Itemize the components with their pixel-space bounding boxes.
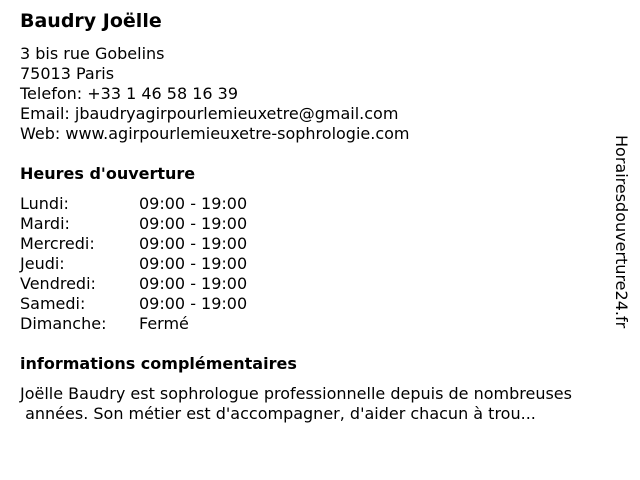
additional-info-heading: informations complémentaires — [20, 354, 297, 373]
day-hours: 09:00 - 19:00 — [139, 294, 248, 313]
address-block — [20, 44, 410, 144]
day-hours: 09:00 - 19:00 — [139, 194, 248, 213]
hours-row-vendredi — [20, 274, 300, 294]
day-label: Lundi: — [20, 194, 69, 213]
day-label: Samedi: — [20, 294, 86, 313]
day-hours: 09:00 - 19:00 — [139, 254, 248, 273]
site-watermark: Horairesdouverture24.fr — [612, 135, 631, 329]
hours-row-lundi — [20, 194, 300, 214]
city: 75013 Paris — [20, 64, 115, 83]
email-address[interactable]: Email: jbaudryagirpourlemieuxetre@gmail.com — [20, 104, 399, 123]
day-label: Mardi: — [20, 214, 70, 233]
description-line: Joëlle Baudry est sophrologue professionnelle depuis de nombreuses — [20, 384, 572, 403]
website-url[interactable]: Web: www.agirpourlemieuxetre-sophrologie.com — [20, 124, 410, 143]
hours-row-dimanche — [20, 314, 300, 334]
hours-row-samedi — [20, 294, 300, 314]
business-description — [20, 384, 620, 424]
day-label: Dimanche: — [20, 314, 107, 333]
street-address: 3 bis rue Gobelins — [20, 44, 165, 63]
day-hours: Fermé — [139, 314, 189, 333]
day-label: Vendredi: — [20, 274, 96, 293]
day-hours: 09:00 - 19:00 — [139, 234, 248, 253]
day-hours: 09:00 - 19:00 — [139, 214, 248, 233]
business-name: Baudry Joëlle — [20, 10, 162, 32]
hours-row-jeudi — [20, 254, 300, 274]
day-hours: 09:00 - 19:00 — [139, 274, 248, 293]
day-label: Mercredi: — [20, 234, 95, 253]
opening-hours-heading: Heures d'ouverture — [20, 164, 196, 183]
description-line: années. Son métier est d'accompagner, d'aider chacun à trou... — [20, 404, 536, 423]
phone-number[interactable]: Telefon: +33 1 46 58 16 39 — [20, 84, 239, 103]
opening-hours-table — [20, 194, 300, 334]
hours-row-mardi — [20, 214, 300, 234]
hours-row-mercredi — [20, 234, 300, 254]
day-label: Jeudi: — [20, 254, 65, 273]
